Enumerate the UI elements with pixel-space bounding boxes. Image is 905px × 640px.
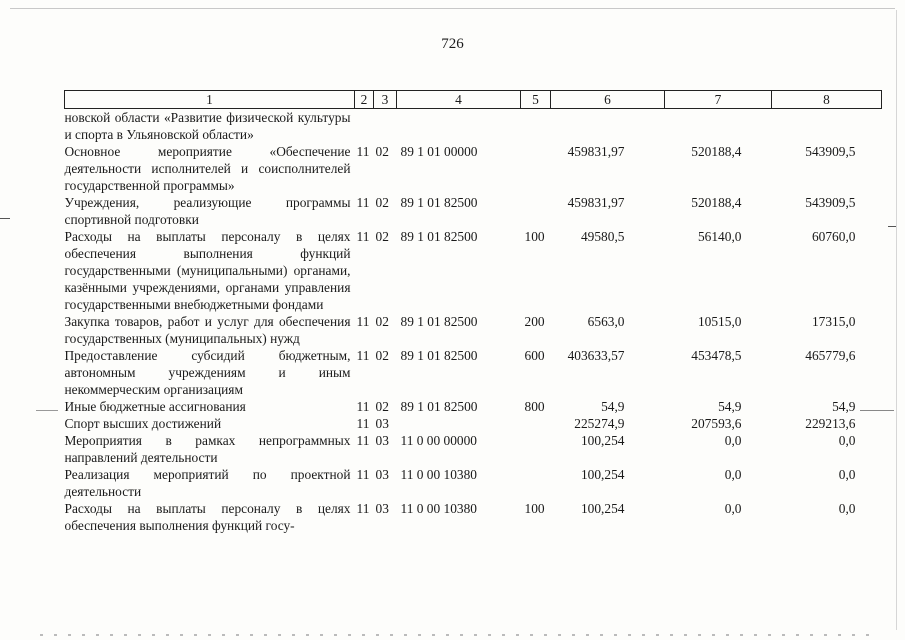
cell-name: Мероприятия в рамках непрограммных направлений деятельности — [64, 433, 351, 465]
header-cell: 6 — [551, 91, 665, 109]
cell-y3: 0,0 — [838, 467, 856, 482]
header-cell: 5 — [521, 91, 551, 109]
table-row — [65, 500, 882, 534]
table-row — [65, 109, 882, 144]
header-cell: 3 — [374, 91, 397, 109]
cell-csr — [397, 109, 521, 144]
cell-y1: 100,254 — [580, 501, 625, 516]
table-body — [65, 109, 882, 535]
cell-y1: 459831,97 — [567, 195, 625, 210]
table-row — [65, 347, 882, 398]
header-cell: 1 — [65, 91, 355, 109]
cell-y1: 403633,57 — [567, 348, 625, 363]
cell-pr: 02 — [375, 348, 389, 363]
cell-y3 — [772, 109, 882, 144]
cell-name: новской области «Развитие физической культуры и спорта в Ульяновской области» — [64, 110, 351, 142]
cell-name: Закупка товаров, работ и услуг для обеспечения государственных (муниципальных) нужд — [64, 314, 351, 346]
cell-rz: 11 — [356, 399, 370, 414]
page-edge-right — [896, 10, 897, 630]
cell-csr: 11 0 00 00000 — [400, 433, 477, 448]
cell-y3: 543909,5 — [805, 195, 856, 210]
cell-vr: 100 — [524, 501, 545, 516]
cell-y2: 520188,4 — [691, 195, 742, 210]
table-row — [65, 415, 882, 432]
cell-y2: 0,0 — [724, 467, 742, 482]
cell-y1: 100,254 — [580, 433, 625, 448]
cell-y3: 60760,0 — [811, 229, 856, 244]
cell-csr: 89 1 01 82500 — [400, 314, 478, 329]
cell-pr: 03 — [375, 501, 389, 516]
cell-vr — [521, 415, 551, 432]
cell-csr: 89 1 01 82500 — [400, 348, 478, 363]
header-cell: 2 — [355, 91, 374, 109]
table-header — [65, 91, 882, 109]
cell-y2: 10515,0 — [697, 314, 742, 329]
table-row — [65, 466, 882, 500]
cell-vr: 200 — [524, 314, 545, 329]
cell-csr: 89 1 01 82500 — [400, 195, 478, 210]
cell-y1: 100,254 — [580, 467, 625, 482]
table-row — [65, 398, 882, 415]
cell-y3: 465779,6 — [805, 348, 856, 363]
cell-name: Реализация мероприятий по проектной деятельности — [64, 467, 351, 499]
header-cell: 8 — [772, 91, 882, 109]
cell-y2: 207593,6 — [691, 416, 742, 431]
cell-pr: 02 — [375, 399, 389, 414]
cell-vr: 100 — [524, 229, 545, 244]
header-row — [65, 91, 882, 109]
cell-vr: 800 — [524, 399, 545, 414]
cell-rz: 11 — [356, 501, 370, 516]
margin-mark — [860, 410, 894, 411]
cell-pr: 02 — [375, 195, 389, 210]
header-cell: 4 — [397, 91, 521, 109]
cell-y3: 543909,5 — [805, 144, 856, 159]
cell-pr: 02 — [375, 314, 389, 329]
cell-name: Основное мероприятие «Обеспечение деятельности исполнителей и соисполнителей государственной программы» — [64, 144, 351, 193]
page-number: 726 — [441, 36, 464, 52]
cell-name: Спорт высших достижений — [64, 416, 222, 431]
cell-rz: 11 — [356, 314, 370, 329]
cell-y2: 0,0 — [724, 501, 742, 516]
cell-y2: 54,9 — [718, 399, 742, 414]
page-edge-top — [10, 8, 895, 9]
margin-mark — [888, 226, 896, 227]
cell-csr — [397, 415, 521, 432]
cell-pr: 03 — [375, 433, 389, 448]
cell-y3: 0,0 — [838, 501, 856, 516]
cell-vr — [521, 466, 551, 500]
cell-y1: 459831,97 — [567, 144, 625, 159]
cell-name: Расходы на выплаты персоналу в целях обеспечения выполнения функций государственными (муниципальными) органами, казёнными учреждениями, органами управления государственными внебюджетными фондами — [64, 229, 351, 312]
cell-pr — [374, 109, 397, 144]
cell-rz: 11 — [356, 229, 370, 244]
cell-y2 — [665, 109, 772, 144]
cell-pr: 03 — [375, 416, 389, 431]
cell-csr: 89 1 01 82500 — [400, 399, 478, 414]
cell-name: Учреждения, реализующие программы спортивной подготовки — [64, 195, 351, 227]
cell-name: Предоставление субсидий бюджетным, автономным учреждениям и иным некоммерческим организациям — [64, 348, 351, 397]
cell-rz: 11 — [356, 144, 370, 159]
table-row — [65, 432, 882, 466]
cell-y2: 453478,5 — [691, 348, 742, 363]
cell-y2: 0,0 — [724, 433, 742, 448]
cell-rz: 11 — [356, 195, 370, 210]
cell-y1: 49580,5 — [580, 229, 625, 244]
cell-y1: 54,9 — [601, 399, 625, 414]
cell-y3: 229213,6 — [805, 416, 856, 431]
cell-csr: 89 1 01 00000 — [400, 144, 478, 159]
cell-vr — [521, 143, 551, 194]
margin-mark — [0, 218, 10, 219]
cell-y3: 54,9 — [832, 399, 856, 414]
cell-y3: 17315,0 — [811, 314, 856, 329]
cell-vr — [521, 432, 551, 466]
cell-csr: 11 0 00 10380 — [400, 467, 477, 482]
table-row — [65, 228, 882, 313]
cell-rz: 11 — [356, 348, 370, 363]
cell-y2: 520188,4 — [691, 144, 742, 159]
cell-pr: 02 — [375, 229, 389, 244]
cell-rz — [355, 109, 374, 144]
cell-vr: 600 — [524, 348, 545, 363]
cell-vr — [521, 194, 551, 228]
scan-noise — [40, 634, 875, 636]
cell-csr: 89 1 01 82500 — [400, 229, 478, 244]
cell-csr: 11 0 00 10380 — [400, 501, 477, 516]
table-row — [65, 194, 882, 228]
cell-rz: 11 — [356, 433, 370, 448]
cell-y1 — [551, 109, 665, 144]
header-cell: 7 — [665, 91, 772, 109]
cell-y1: 225274,9 — [574, 416, 625, 431]
margin-mark — [36, 410, 58, 411]
budget-table — [64, 90, 882, 534]
table-row — [65, 143, 882, 194]
cell-y3: 0,0 — [838, 433, 856, 448]
cell-rz: 11 — [356, 467, 370, 482]
cell-y2: 56140,0 — [697, 229, 742, 244]
cell-vr — [521, 109, 551, 144]
cell-rz: 11 — [356, 416, 370, 431]
table-row — [65, 313, 882, 347]
cell-pr: 02 — [375, 144, 389, 159]
cell-y1: 6563,0 — [587, 314, 625, 329]
cell-name: Расходы на выплаты персоналу в целях обеспечения выполнения функций госу- — [64, 501, 351, 533]
cell-name: Иные бюджетные ассигнования — [64, 399, 246, 414]
cell-pr: 03 — [375, 467, 389, 482]
